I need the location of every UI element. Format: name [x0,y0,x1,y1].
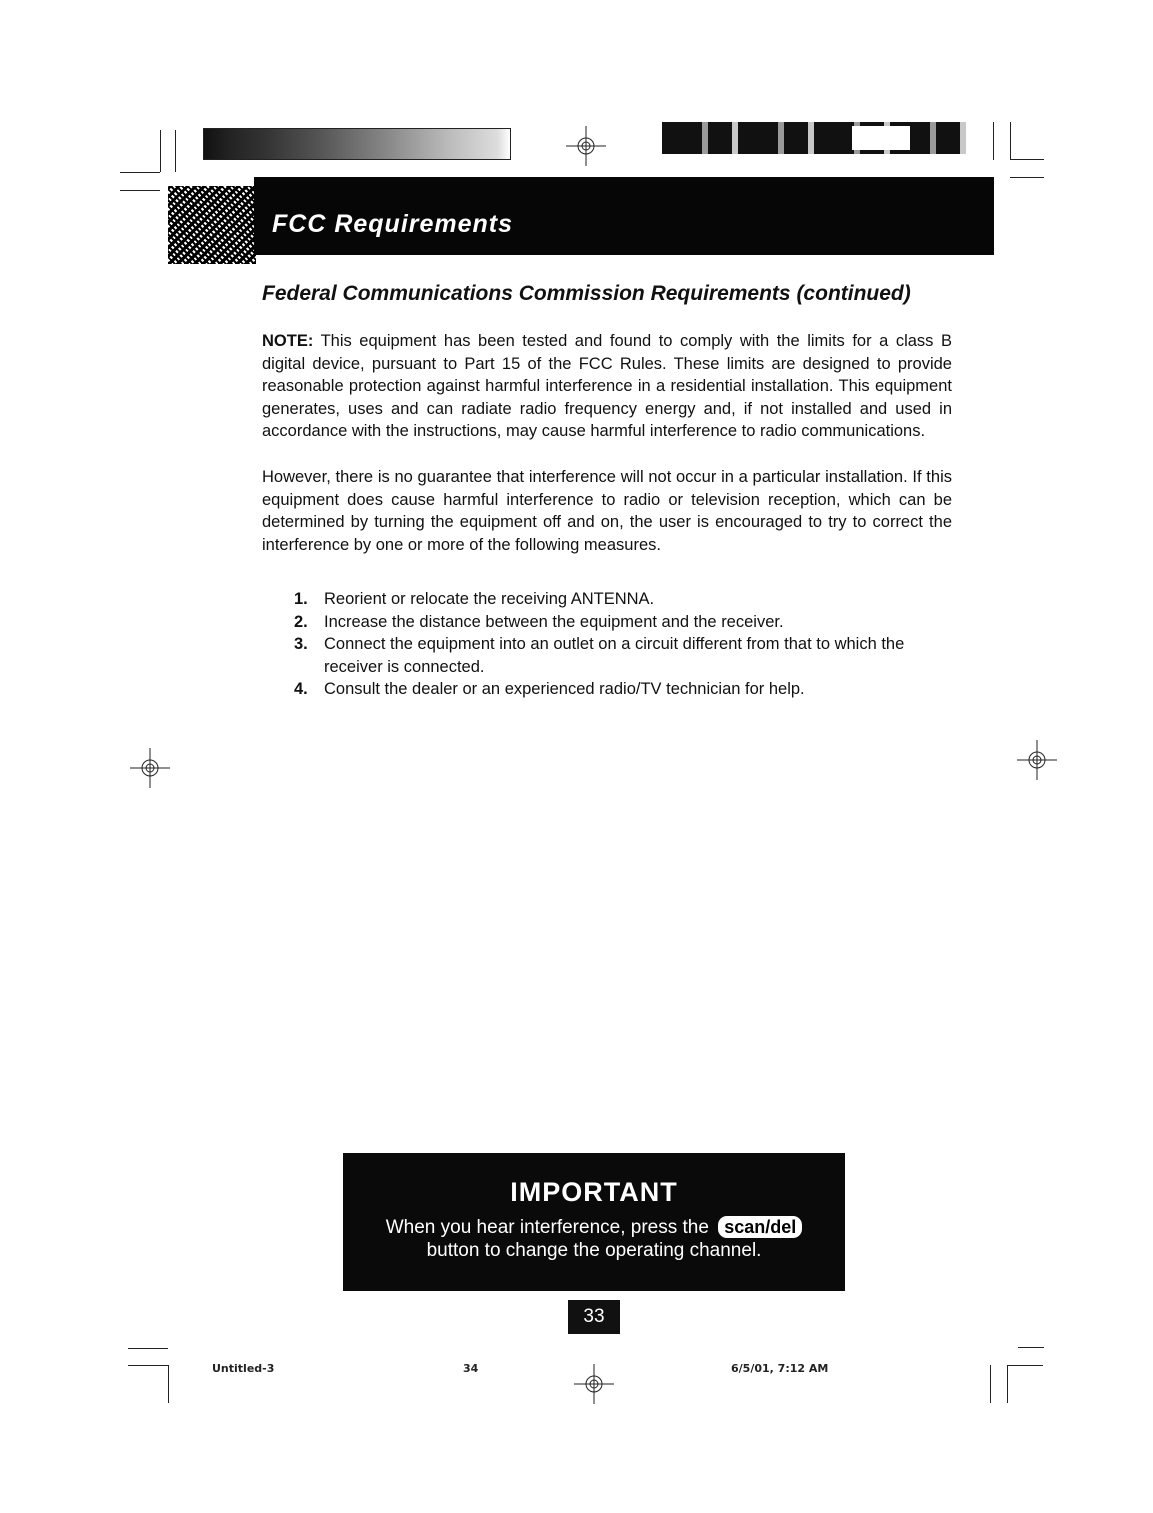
however-paragraph: However, there is no guarantee that interference will not occur in a particular installation. If this equipment does cause harmful interference to radio or television reception, which can be determined by turning the equipment off and on, the user is encouraged to try to correct the interference by one or more of the following measures. [262,468,952,554]
footer-sheet-number: 34 [463,1362,479,1375]
crop-mark [1007,1365,1008,1403]
important-line-1 [343,1216,845,1239]
list-text: Increase the distance between the equipment and the receiver. [324,612,784,631]
registration-mark-icon [574,1364,614,1404]
crop-mark [128,1365,168,1366]
crop-mark [1007,1365,1043,1366]
header-title: FCC Requirements [272,210,514,238]
list-text: Connect the equipment into an outlet on a circuit different from that to which the receiver is connected. [324,635,905,676]
note-text: This equipment has been tested and found to comply with the limits for a class B digital device, pursuant to Part 15 of the FCC Rules. These limits are designed to provide reasonable protection against harmful interference in a residential installation. This equipment generates, uses and can radiate radio frequency energy and, if not installed and used in accordance with the instructions, may cause harmful interference to radio communications. [262,332,952,440]
registration-mark-icon [566,126,606,166]
crop-mark [1010,122,1011,160]
density-bar-right [662,122,966,154]
crop-mark [175,130,176,172]
registration-mark-icon [1017,740,1057,780]
crop-mark [990,1365,991,1403]
registration-mark-icon [130,748,170,788]
crop-mark [168,1365,169,1403]
important-title: IMPORTANT [510,1177,678,1207]
list-item [282,611,962,634]
list-text: Reorient or relocate the receiving ANTENNA. [324,590,655,608]
list-text: Consult the dealer or an experienced radio/TV technician for help. [324,680,805,698]
page-number: 33 [568,1300,620,1334]
note-paragraph [262,330,952,443]
list-number: 2. [294,612,308,631]
crop-mark [128,1348,168,1349]
important-callout [343,1153,845,1291]
crop-mark [1010,177,1044,178]
section-title: Federal Communications Commission Requirements (continued) [262,282,911,305]
crop-mark [120,172,160,173]
crop-mark [993,122,994,160]
footer-timestamp: 6/5/01, 7:12 AM [731,1362,829,1375]
footer-file-name: Untitled-3 [212,1362,275,1375]
list-item [282,588,962,611]
scan-del-key-label: scan/del [718,1216,802,1238]
crop-mark [1010,159,1044,160]
list-number: 4. [294,680,308,698]
crop-mark [1018,1347,1044,1348]
list-item [282,633,962,678]
list-number: 3. [294,635,308,653]
header-texture-graphic [168,186,256,264]
measures-list [282,588,962,701]
important-line-2: button to change the operating channel. [426,1240,762,1261]
note-label: NOTE: [262,332,314,350]
important-line-1-text: When you hear interference, press the [385,1217,709,1238]
list-number: 1. [294,590,308,608]
list-item [282,678,962,701]
crop-mark [160,130,161,172]
crop-mark [120,190,160,191]
density-bar-left [203,128,511,160]
